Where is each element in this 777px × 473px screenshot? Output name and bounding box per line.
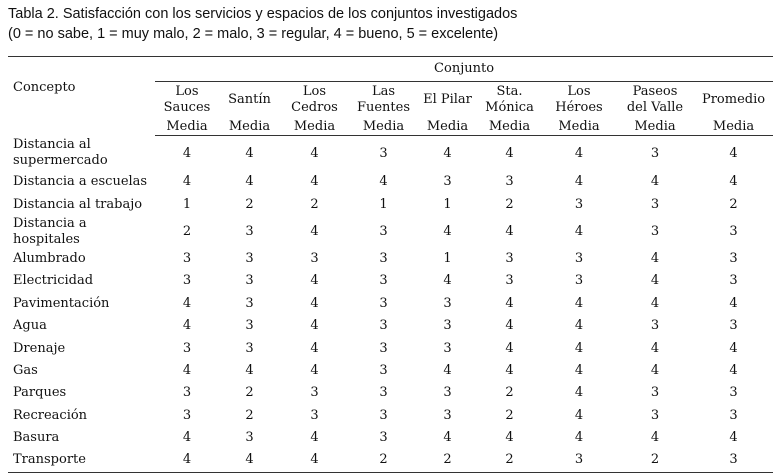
column-header-line: del Valle bbox=[626, 100, 684, 115]
table-cell: 3 bbox=[245, 273, 254, 289]
table-cell: 4 bbox=[505, 340, 514, 356]
table-cell: 4 bbox=[574, 385, 584, 401]
table-cell: 4 bbox=[729, 340, 738, 356]
table-cell: 3 bbox=[379, 273, 388, 289]
table-cell: 4 bbox=[650, 250, 660, 266]
table-cell: 3 bbox=[379, 362, 388, 378]
table-cell: 4 bbox=[650, 273, 660, 289]
row-label-line: Parques bbox=[13, 385, 67, 401]
row-label bbox=[8, 449, 155, 472]
table-row bbox=[8, 337, 773, 359]
column-header-line: Los bbox=[175, 84, 199, 99]
table-cell: 4 bbox=[729, 430, 738, 446]
table-cell: 4 bbox=[729, 145, 738, 161]
table-cell: 3 bbox=[443, 318, 452, 334]
table-cell: 2 bbox=[505, 196, 514, 212]
table-cell: 2 bbox=[310, 196, 319, 212]
table-row bbox=[8, 270, 773, 292]
caption-scale: (0 = no sabe, 1 = muy malo, 2 = malo, 3 = regular, 4 = bueno, 5 = excelente) bbox=[8, 26, 499, 42]
table-row bbox=[8, 216, 773, 248]
table-row bbox=[8, 427, 773, 449]
table-cell: 3 bbox=[182, 250, 192, 266]
table-cell: 4 bbox=[182, 362, 192, 378]
table-row bbox=[8, 248, 773, 270]
table-cell: 4 bbox=[574, 145, 584, 161]
column-header bbox=[616, 82, 694, 119]
table-cell: 4 bbox=[280, 449, 349, 472]
table-cell: 3 bbox=[443, 385, 452, 401]
row-label bbox=[8, 315, 155, 337]
column-header-line: Los bbox=[567, 84, 591, 99]
table-cell: 2 bbox=[729, 196, 738, 212]
table-cell: 4 bbox=[650, 340, 660, 356]
column-header bbox=[349, 82, 418, 119]
table-cell: 3 bbox=[574, 196, 584, 212]
table-cell: 1 bbox=[443, 196, 452, 212]
table-cell: 3 bbox=[729, 273, 738, 289]
table-cell: 2 bbox=[245, 407, 254, 423]
table-cell: 4 bbox=[310, 273, 319, 289]
table-cell: 2 bbox=[245, 196, 254, 212]
table-cell: 3 bbox=[310, 407, 319, 423]
table-cell: 4 bbox=[443, 273, 452, 289]
column-header-line: Sta. bbox=[496, 84, 523, 99]
column-header bbox=[542, 82, 616, 119]
table-cell: 1 bbox=[379, 196, 388, 212]
table-cell: 3 bbox=[505, 273, 514, 289]
table-row bbox=[8, 171, 773, 193]
table-cell: 4 bbox=[505, 318, 514, 334]
table-cell: 3 bbox=[650, 385, 660, 401]
column-header-line: Sauces bbox=[163, 100, 211, 115]
table-cell: 3 bbox=[574, 250, 584, 266]
table-cell: 4 bbox=[505, 295, 514, 311]
table-cell: 3 bbox=[650, 196, 660, 212]
table-cell: 4 bbox=[245, 174, 254, 190]
table-cell: 4 bbox=[574, 174, 584, 190]
table-cell: 4 bbox=[182, 318, 192, 334]
row-label bbox=[8, 360, 155, 382]
satisfaction-table bbox=[8, 56, 773, 473]
row-label bbox=[8, 293, 155, 315]
table-cell: 3 bbox=[443, 407, 452, 423]
table-cell: 4 bbox=[505, 362, 514, 378]
table-cell: 3 bbox=[379, 318, 388, 334]
column-header-line: Cedros bbox=[291, 100, 338, 115]
table-cell: 4 bbox=[505, 223, 514, 239]
row-label bbox=[8, 171, 155, 193]
table-row bbox=[8, 405, 773, 427]
table-cell: 3 bbox=[650, 145, 660, 161]
table-cell: 1 bbox=[443, 250, 452, 266]
column-header-line: Mónica bbox=[485, 100, 534, 115]
column-header bbox=[694, 82, 773, 119]
row-label bbox=[8, 216, 155, 248]
media-subheader: Media bbox=[542, 118, 616, 136]
table-cell: 2 bbox=[349, 449, 418, 472]
row-label-line: Basura bbox=[13, 430, 60, 446]
media-subheader: Media bbox=[616, 118, 694, 136]
table-cell: 2 bbox=[418, 449, 477, 472]
table-cell: 4 bbox=[650, 362, 660, 378]
table-cell: 3 bbox=[379, 430, 388, 446]
table-cell: 4 bbox=[574, 362, 584, 378]
table-cell: 3 bbox=[729, 318, 738, 334]
table-cell: 3 bbox=[182, 385, 192, 401]
column-header bbox=[155, 82, 219, 119]
table-cell: 3 bbox=[379, 340, 388, 356]
table-cell: 3 bbox=[379, 145, 388, 161]
row-label-line: Electricidad bbox=[13, 273, 94, 289]
table-cell: 4 bbox=[310, 340, 319, 356]
table-cell: 4 bbox=[574, 340, 584, 356]
row-label-line: Distancia al trabajo bbox=[13, 196, 143, 212]
row-label bbox=[8, 427, 155, 449]
row-label-line: Drenaje bbox=[13, 340, 66, 356]
row-label-line: Alumbrado bbox=[13, 250, 86, 266]
column-header bbox=[280, 82, 349, 119]
table-cell: 4 bbox=[182, 295, 192, 311]
table-cell: 3 bbox=[379, 223, 388, 239]
table-row bbox=[8, 136, 773, 172]
row-label-line: supermercado bbox=[13, 153, 108, 169]
column-header-line: Paseos bbox=[632, 84, 678, 99]
table-cell: 4 bbox=[182, 145, 192, 161]
table-cell: 4 bbox=[574, 318, 584, 334]
table-cell: 3 bbox=[245, 223, 254, 239]
table-cell: 3 bbox=[443, 340, 452, 356]
column-header-line: El Pilar bbox=[423, 92, 472, 107]
table-caption bbox=[8, 4, 768, 44]
media-subheader: Media bbox=[694, 118, 773, 136]
table-cell: 3 bbox=[310, 250, 319, 266]
table-cell: 3 bbox=[694, 449, 773, 472]
column-header bbox=[219, 82, 280, 119]
row-label bbox=[8, 248, 155, 270]
table-cell: 3 bbox=[650, 318, 660, 334]
table-cell: 3 bbox=[574, 273, 584, 289]
table-cell: 3 bbox=[182, 407, 192, 423]
table-cell: 3 bbox=[729, 250, 738, 266]
table-cell: 4 bbox=[443, 145, 452, 161]
row-label-line: Recreación bbox=[13, 407, 88, 423]
table-cell: 4 bbox=[443, 430, 452, 446]
table-cell: 3 bbox=[505, 174, 514, 190]
media-subheader: Media bbox=[155, 118, 219, 136]
table-cell: 3 bbox=[245, 295, 254, 311]
table-cell: 3 bbox=[245, 430, 254, 446]
table-cell: 3 bbox=[379, 385, 388, 401]
table-cell: 4 bbox=[310, 174, 319, 190]
table-cell: 4 bbox=[245, 145, 254, 161]
table-cell: 3 bbox=[379, 407, 388, 423]
row-label bbox=[8, 337, 155, 359]
table-cell: 4 bbox=[729, 174, 738, 190]
table-cell: 4 bbox=[182, 174, 192, 190]
row-label-line: Pavimentación bbox=[13, 295, 110, 311]
table-cell: 4 bbox=[443, 223, 452, 239]
table-row bbox=[8, 315, 773, 337]
table-cell: 2 bbox=[505, 407, 514, 423]
table-cell: 3 bbox=[245, 250, 254, 266]
table-cell: 4 bbox=[182, 430, 192, 446]
row-label bbox=[8, 405, 155, 427]
table-cell: 4 bbox=[574, 430, 584, 446]
row-label bbox=[8, 193, 155, 215]
table-cell: 4 bbox=[443, 362, 452, 378]
media-subheader: Media bbox=[280, 118, 349, 136]
table-cell: 4 bbox=[650, 295, 660, 311]
table-cell: 2 bbox=[245, 385, 254, 401]
table-cell: 4 bbox=[574, 223, 584, 239]
row-label bbox=[8, 136, 155, 172]
table-cell: 3 bbox=[245, 340, 254, 356]
table-cell: 4 bbox=[219, 449, 280, 472]
row-label-line: Distancia a hospitales bbox=[13, 215, 87, 247]
row-label-line: Distancia a escuelas bbox=[13, 174, 148, 190]
table-cell: 4 bbox=[310, 295, 319, 311]
table-row bbox=[8, 382, 773, 404]
column-header-line: Los bbox=[302, 84, 327, 99]
media-subheader: Media bbox=[418, 118, 477, 136]
column-header-line: Las bbox=[371, 84, 396, 99]
table-cell: 2 bbox=[505, 385, 514, 401]
group-header: Conjunto bbox=[155, 57, 773, 82]
table-cell: 3 bbox=[182, 340, 192, 356]
table-cell: 4 bbox=[310, 223, 319, 239]
caption-title: Tabla 2. Satisfacción con los servicios y espacios de los conjuntos investigados bbox=[8, 6, 518, 22]
table-row bbox=[8, 193, 773, 215]
table-cell: 4 bbox=[650, 430, 660, 446]
table-cell: 3 bbox=[650, 223, 660, 239]
column-header bbox=[477, 82, 542, 119]
row-label-line: Agua bbox=[13, 318, 47, 334]
table-cell: 4 bbox=[505, 145, 514, 161]
table-cell: 4 bbox=[574, 407, 584, 423]
table-row bbox=[8, 449, 773, 472]
table-cell: 3 bbox=[245, 318, 254, 334]
table-cell: 4 bbox=[729, 362, 738, 378]
table-cell: 4 bbox=[310, 318, 319, 334]
table-cell: 3 bbox=[443, 174, 452, 190]
table-cell: 3 bbox=[650, 407, 660, 423]
table-cell: 4 bbox=[310, 362, 319, 378]
concept-header: Concepto bbox=[8, 57, 155, 119]
table-cell: 4 bbox=[310, 145, 319, 161]
table-cell: 4 bbox=[245, 362, 254, 378]
table-cell: 4 bbox=[729, 295, 738, 311]
table-cell: 3 bbox=[729, 223, 738, 239]
table-cell: 4 bbox=[574, 295, 584, 311]
table-cell: 3 bbox=[542, 449, 616, 472]
table-cell: 4 bbox=[155, 449, 219, 472]
column-header-line: Fuentes bbox=[356, 100, 411, 115]
media-subheader: Media bbox=[477, 118, 542, 136]
column-header-line: Santín bbox=[228, 92, 271, 107]
table-cell: 3 bbox=[729, 407, 738, 423]
row-label bbox=[8, 382, 155, 404]
table-cell: 3 bbox=[505, 250, 514, 266]
row-label-line: Distancia al bbox=[13, 137, 91, 153]
table-cell: 3 bbox=[310, 385, 319, 401]
table-cell: 2 bbox=[616, 449, 694, 472]
row-label-line: Transporte bbox=[13, 452, 86, 468]
table-cell: 2 bbox=[182, 223, 192, 239]
table-cell: 3 bbox=[182, 273, 192, 289]
column-header-line: Promedio bbox=[701, 92, 766, 107]
table-cell: 4 bbox=[379, 174, 388, 190]
table-cell: 3 bbox=[729, 385, 738, 401]
media-subheader: Media bbox=[219, 118, 280, 136]
table-cell: 4 bbox=[310, 430, 319, 446]
table-row bbox=[8, 293, 773, 315]
table-cell: 3 bbox=[379, 295, 388, 311]
row-label-line: Gas bbox=[13, 362, 38, 378]
table-cell: 3 bbox=[443, 295, 452, 311]
table-row bbox=[8, 360, 773, 382]
table-cell: 2 bbox=[477, 449, 542, 472]
row-label bbox=[8, 270, 155, 292]
table-cell: 3 bbox=[379, 250, 388, 266]
table-cell: 4 bbox=[650, 174, 660, 190]
column-header bbox=[418, 82, 477, 119]
table-cell: 1 bbox=[182, 196, 192, 212]
column-header-line: Héroes bbox=[555, 100, 603, 115]
table-cell: 4 bbox=[505, 430, 514, 446]
media-subheader: Media bbox=[349, 118, 418, 136]
